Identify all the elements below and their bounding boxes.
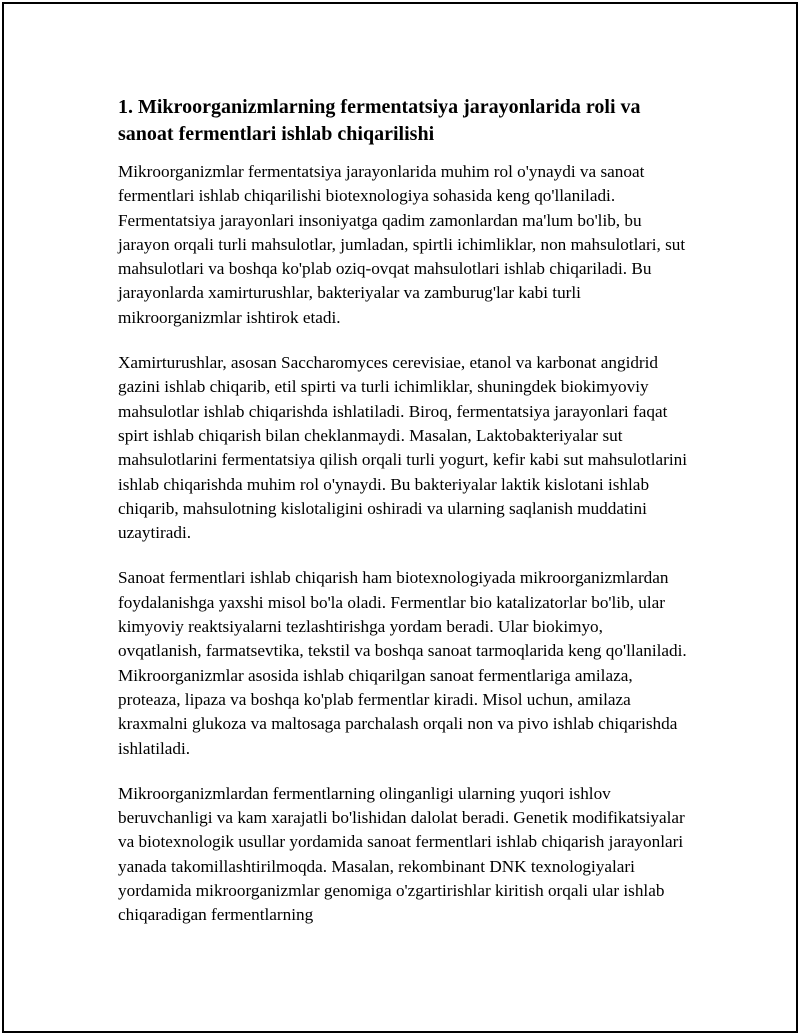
paragraph-3: Sanoat fermentlari ishlab chiqarish ham biotexnologiyada mikroorganizmlardan foydalanishga yaxshi misol bo'la oladi. Fermentlar bio katalizatorlar bo'lib, ular kimyoviy reaktsiyalarni tezlashtirishga yordam beradi. Ular biokimyo, ovqatlanish, farmatsevtika, tekstil va boshqa sanoat tarmoqlarida keng qo'llaniladi. Mikroorganizmlar asosida ishlab chiqarilgan sanoat fermentlariga amilaza, proteaza, lipaza va boshqa ko'plab fermentlar kiradi. Misol uchun, amilaza kraxmalni glukoza va maltosaga parchalash orqali non va pivo ishlab chiqarishda ishlatiladi.: [118, 568, 687, 758]
paragraph-2: Xamirturushlar, asosan Saccharomyces cerevisiae, etanol va karbonat angidrid gazini ishlab chiqarib, etil spirti va turli ichimliklar, shuningdek biokimyoviy mahsulotlar ishlab chiqarishda ishlatiladi. Biroq, fermentatsiya jarayonlari faqat spirt ishlab chiqarish bilan cheklanmaydi. Masalan, Laktobakteriyalar sut mahsulotlarini fermentatsiya qilish orqali turli yogurt, kefir kabi sut mahsulotlarini ishlab chiqarishda muhim rol o'ynaydi. Bu bakteriyalar laktik kislotani ishlab chiqarib, mahsulotning kislotaligini oshiradi va ularning saqlanish muddatini uzaytiradi.: [118, 353, 687, 543]
document-body: [118, 94, 690, 949]
paragraph-1: Mikroorganizmlar fermentatsiya jarayonlarida muhim rol o'ynaydi va sanoat fermentlari ishlab chiqarilishi biotexnologiya sohasida keng qo'llaniladi. Fermentatsiya jarayonlari insoniyatga qadim zamonlardan ma'lum bo'lib, bu jarayon orqali turli mahsulotlar, jumladan, spirtli ichimliklar, non mahsulotlari, sut mahsulotlari va boshqa ko'plab oziq-ovqat mahsulotlari ishlab chiqariladi. Bu jarayonlarda xamirturushlar, bakteriyalar va zamburug'lar kabi turli mikroorganizmlar ishtirok etadi.: [118, 162, 686, 327]
paragraph-4: Mikroorganizmlardan fermentlarning olinganligi ularning yuqori ishlov beruvchanligi va kam xarajatli bo'lishidan dalolat beradi. Genetik modifikatsiyalar va biotexnologik usullar yordamida sanoat fermentlari ishlab chiqarish jarayonlari yanada takomillashtirilmoqda. Masalan, rekombinant DNK texnologiyalari yordamida mikroorganizmlar genomiga o'zgartirishlar kiritish orqali ular ishlab chiqaradigan fermentlarning: [118, 783, 685, 925]
section-title: 1. Mikroorganizmlarning fermentatsiya jarayonlarida roli va sanoat fermentlari ishlab chiqarilishi: [118, 96, 641, 145]
